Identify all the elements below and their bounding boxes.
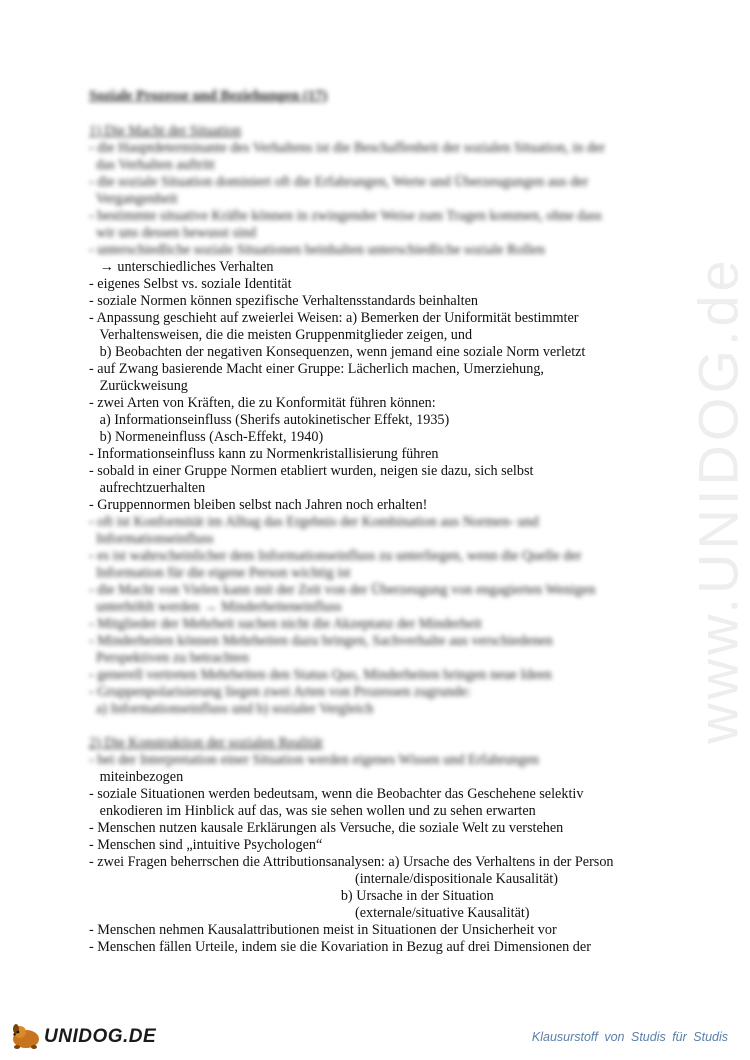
text-line: Information für die eigene Person wichtig ist: [89, 565, 351, 581]
text-line: - es ist wahrscheinlicher dem Informationseinfluss zu unterliegen, wenn die Quelle der: [89, 548, 582, 564]
text-line: Perspektiven zu betrachten: [89, 650, 249, 666]
text-line: - die Macht von Vielen kann mit der Zeit von der Überzeugung von engagierten Wenigen: [89, 582, 596, 598]
text-line: - Menschen nutzen kausale Erklärungen als Versuche, die soziale Welt zu verstehen: [89, 820, 564, 836]
text-line: - bei der Interpretation einer Situation werden eigenes Wissen und Erfahrungen: [89, 752, 539, 768]
section1-blurred-top: [89, 140, 679, 259]
text-line: - auf Zwang basierende Macht einer Gruppe: Lächerlich machen, Umerziehung,: [89, 361, 544, 377]
text-line: das Verhalten auftritt: [89, 157, 215, 173]
text-line: - Minderheiten können Mehrheiten dazu bringen, Sachverhalte aus verschiedenen: [89, 633, 553, 649]
section2-clear-lines: [89, 769, 679, 956]
text-line: - zwei Arten von Kräften, die zu Konformität führen können:: [89, 395, 436, 411]
section1-clear-lines: [89, 259, 679, 514]
text-line: Verhaltensweisen, die die meisten Gruppenmitglieder zeigen, und: [89, 327, 473, 343]
footer: [0, 1020, 750, 1060]
section1-blurred-bottom: [89, 514, 679, 718]
text-line: - die Hauptdeterminante des Verhaltens ist die Beschaffenheit der sozialen Situation, in der: [89, 140, 605, 156]
page-title: Soziale Prozesse und Beziehungen (17): [89, 88, 328, 104]
text-line: b) Beobachten der negativen Konsequenzen, wenn jemand eine soziale Norm verletzt: [89, 344, 586, 360]
text-line: - soziale Situationen werden bedeutsam, wenn die Beobachter das Geschehene selektiv: [89, 786, 584, 802]
text-line: - Informationseinfluss kann zu Normenkristallisierung führen: [89, 446, 439, 462]
text-line: - unterschiedliche soziale Situationen beinhalten unterschiedliche soziale Rollen: [89, 242, 545, 258]
text-line: - generell vertreten Mehrheiten den Status Quo, Minderheiten bringen neue Ideen: [89, 667, 552, 683]
text-line: - Menschen sind „intuitive Psychologen“: [89, 837, 323, 853]
section-heading-1: 1) Die Macht der Situation: [89, 123, 242, 139]
logo-text: UNIDOG.DE: [44, 1026, 157, 1047]
text-line: - eigenes Selbst vs. soziale Identität: [89, 276, 292, 292]
text-line: - oft ist Konformität im Alltag das Ergebnis der Kombination aus Normen- und: [89, 514, 539, 530]
section-heading-2: 2) Die Konstruktion der sozialen Realität: [89, 735, 323, 751]
text-line: unterhöhlt werden → Minderheiteneinfluss: [89, 599, 342, 615]
document-body: [89, 88, 679, 956]
text-line: - Anpassung geschieht auf zweierlei Weisen: a) Bemerken der Uniformität bestimmter: [89, 310, 579, 326]
text-line: Informationseinfluss: [89, 531, 214, 547]
text-line: - sobald in einer Gruppe Normen etabliert wurden, neigen sie dazu, sich selbst: [89, 463, 534, 479]
text-line: - die soziale Situation dominiert oft die Erfahrungen, Werte und Überzeugungen aus der: [89, 174, 589, 190]
text-line: - Mitglieder der Mehrheit suchen nicht die Akzeptanz der Minderheit: [89, 616, 482, 632]
text-line: b) Ursache in der Situation: [89, 888, 494, 904]
text-line: - Gruppennormen bleiben selbst nach Jahren noch erhalten!: [89, 497, 428, 513]
text-line: wir uns dessen bewusst sind: [89, 225, 257, 241]
text-line: - Gruppenpolarisierung liegen zwei Arten von Prozessen zugrunde:: [89, 684, 471, 700]
text-line: miteinbezogen: [89, 769, 184, 785]
text-line: a) Informationseinfluss (Sherifs autokinetischer Effekt, 1935): [89, 412, 450, 428]
footer-tagline: Klausurstoff von Studis für Studis: [531, 1030, 728, 1044]
text-line: → unterschiedliches Verhalten: [89, 259, 274, 275]
text-line: b) Normeneinfluss (Asch-Effekt, 1940): [89, 429, 324, 445]
text-line: Vergangenheit: [89, 191, 178, 207]
text-line: - zwei Fragen beherrschen die Attributionsanalysen: a) Ursache des Verhaltens in der Person: [89, 854, 614, 870]
watermark: www.UNIDOG.de: [686, 256, 750, 744]
text-line: - bestimmte situative Kräfte können in zwingender Weise zum Tragen kommen, ohne dass: [89, 208, 602, 224]
text-line: a) Informationseinfluss und b) sozialer Vergleich: [89, 701, 374, 717]
section2-blurred-top: [89, 752, 679, 769]
dog-logo-icon: [8, 1022, 44, 1050]
text-line: aufrechtzuerhalten: [89, 480, 206, 496]
text-line: - soziale Normen können spezifische Verhaltensstandards beinhalten: [89, 293, 478, 309]
text-line: - Menschen nehmen Kausalattributionen meist in Situationen der Unsicherheit vor: [89, 922, 557, 938]
text-line: Zurückweisung: [89, 378, 188, 394]
text-line: (externale/situative Kausalität): [89, 905, 530, 921]
text-line: - Menschen fällen Urteile, indem sie die Kovariation in Bezug auf drei Dimensionen der: [89, 939, 591, 955]
text-line: (internale/dispositionale Kausalität): [89, 871, 558, 887]
text-line: enkodieren im Hinblick auf das, was sie sehen wollen und zu sehen erwarten: [89, 803, 536, 819]
